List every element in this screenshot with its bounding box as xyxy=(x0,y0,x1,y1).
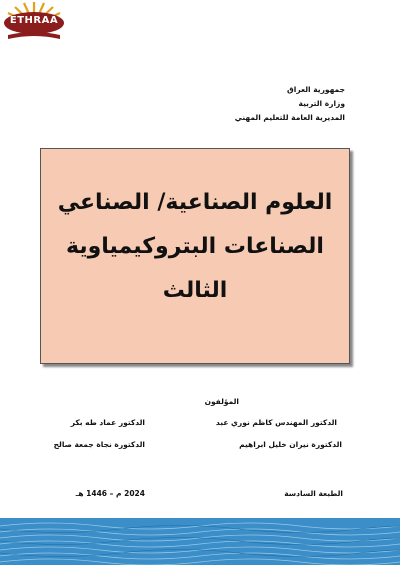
logo-text: ETHRAA xyxy=(9,15,59,26)
author-3: الدكتورة نيران خليل ابراهيم xyxy=(239,440,342,449)
title-line-3: الثالث xyxy=(162,278,228,303)
footer-decoration xyxy=(0,518,400,565)
wave-pattern-icon xyxy=(0,518,400,565)
ethraa-logo xyxy=(2,1,66,43)
year-label: 2024 م – 1446 هـ xyxy=(75,489,145,498)
ministry-name: وزارة التربية xyxy=(298,99,345,108)
edition-label: الطبعة السادسة xyxy=(284,489,343,498)
title-box xyxy=(40,148,350,364)
title-line-1: العلوم الصناعية/ الصناعي xyxy=(57,190,333,215)
book-title xyxy=(41,181,349,313)
header-block xyxy=(235,83,345,125)
author-4: الدكتورة نجاة جمعة صالح xyxy=(53,440,145,449)
author-2: الدكتور عماد طه بكر xyxy=(70,418,145,427)
directorate-name: المديرية العامة للتعليم المهني xyxy=(234,113,345,122)
author-1: الدكتور المهندس كاظم نوري عبد xyxy=(215,418,337,427)
country-name: جمهورية العراق xyxy=(287,85,345,94)
authors-label: المؤلفون xyxy=(204,397,239,406)
title-line-2: الصناعات البتروكيمياوية xyxy=(66,234,324,259)
